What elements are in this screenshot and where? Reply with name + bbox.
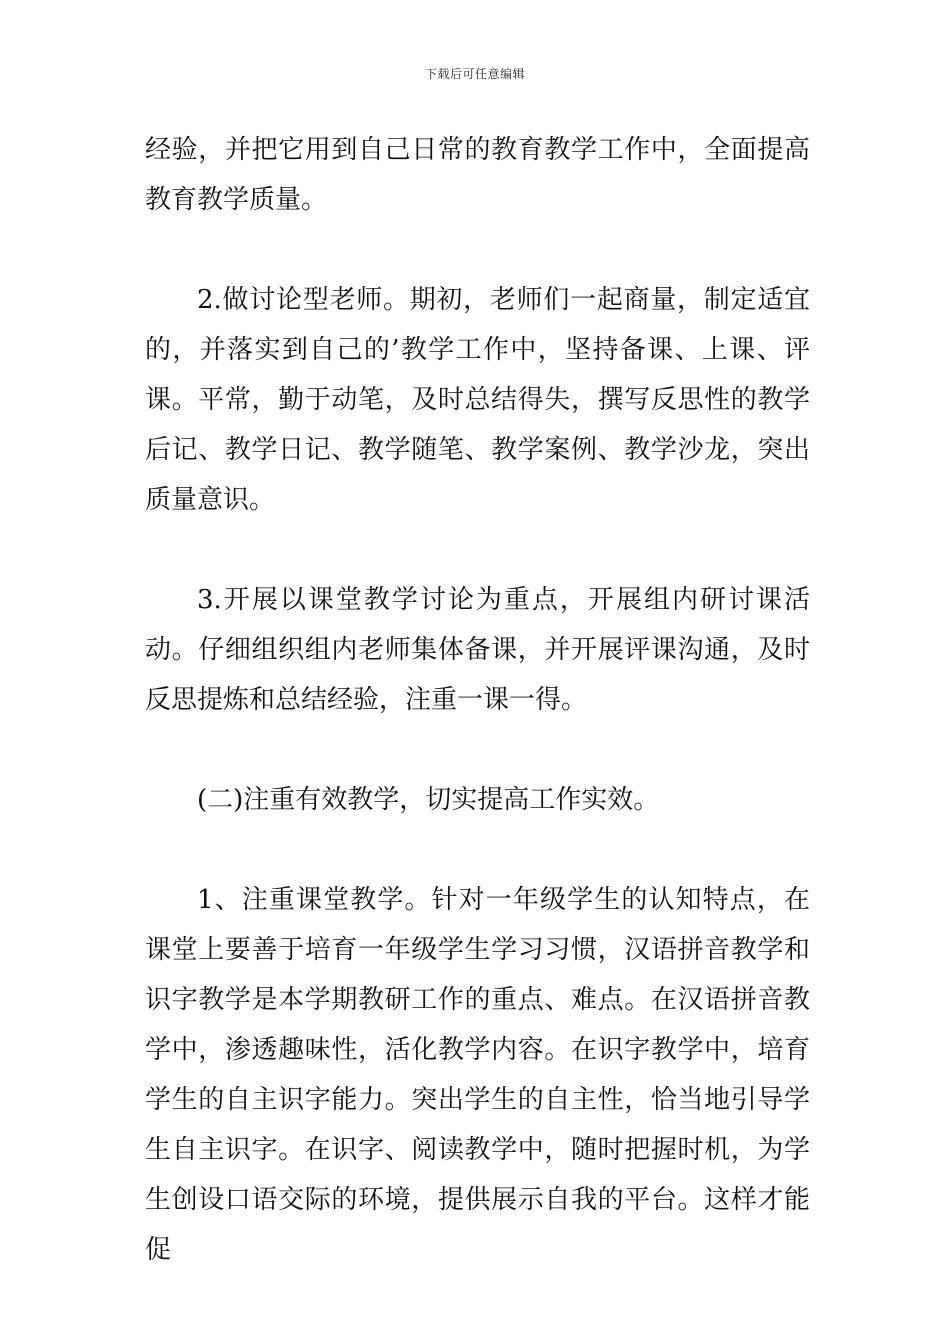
section-heading: (二)注重有效教学，切实提高工作实效。 [197,785,660,815]
header-note: 下载后可任意编辑 [424,67,525,81]
paragraph-item-2: 2.做讨论型老师。期初，老师们一起商量，制定适宜的，并落实到自己的’教学工作中，坚持备课、上课、评课。平常，勤于动笔，及时总结得失，撰写反思性的教学后记、教学日记、教学随笔、教学案例、教学沙龙，突出质量意识。 [145,285,810,515]
paragraph-item-3: 3.开展以课堂教学讨论为重点，开展组内研讨课活动。仔细组织组内老师集体备课，并开展评课沟通，及时反思提炼和总结经验，注重一课一得。 [145,585,810,715]
document-body [145,125,810,1275]
paragraph-continuation: 经验，并把它用到自己日常的教育教学工作中，全面提高教育教学质量。 [145,135,810,215]
paragraph-item-1: 1、注重课堂教学。针对一年级学生的认知特点，在课堂上要善于培育一年级学生学习习惯，汉语拼音教学和识字教学是本学期教研工作的重点、难点。在汉语拼音教学中，渗透趣味性，活化教学内容。在识字教学中，培育学生的自主识字能力。突出学生的自主性，恰当地引导学生自主识字。在识字、阅读教学中，随时把握时机，为学生创设口语交际的环境，提供展示自我的平台。这样才能促 [145,885,810,1265]
